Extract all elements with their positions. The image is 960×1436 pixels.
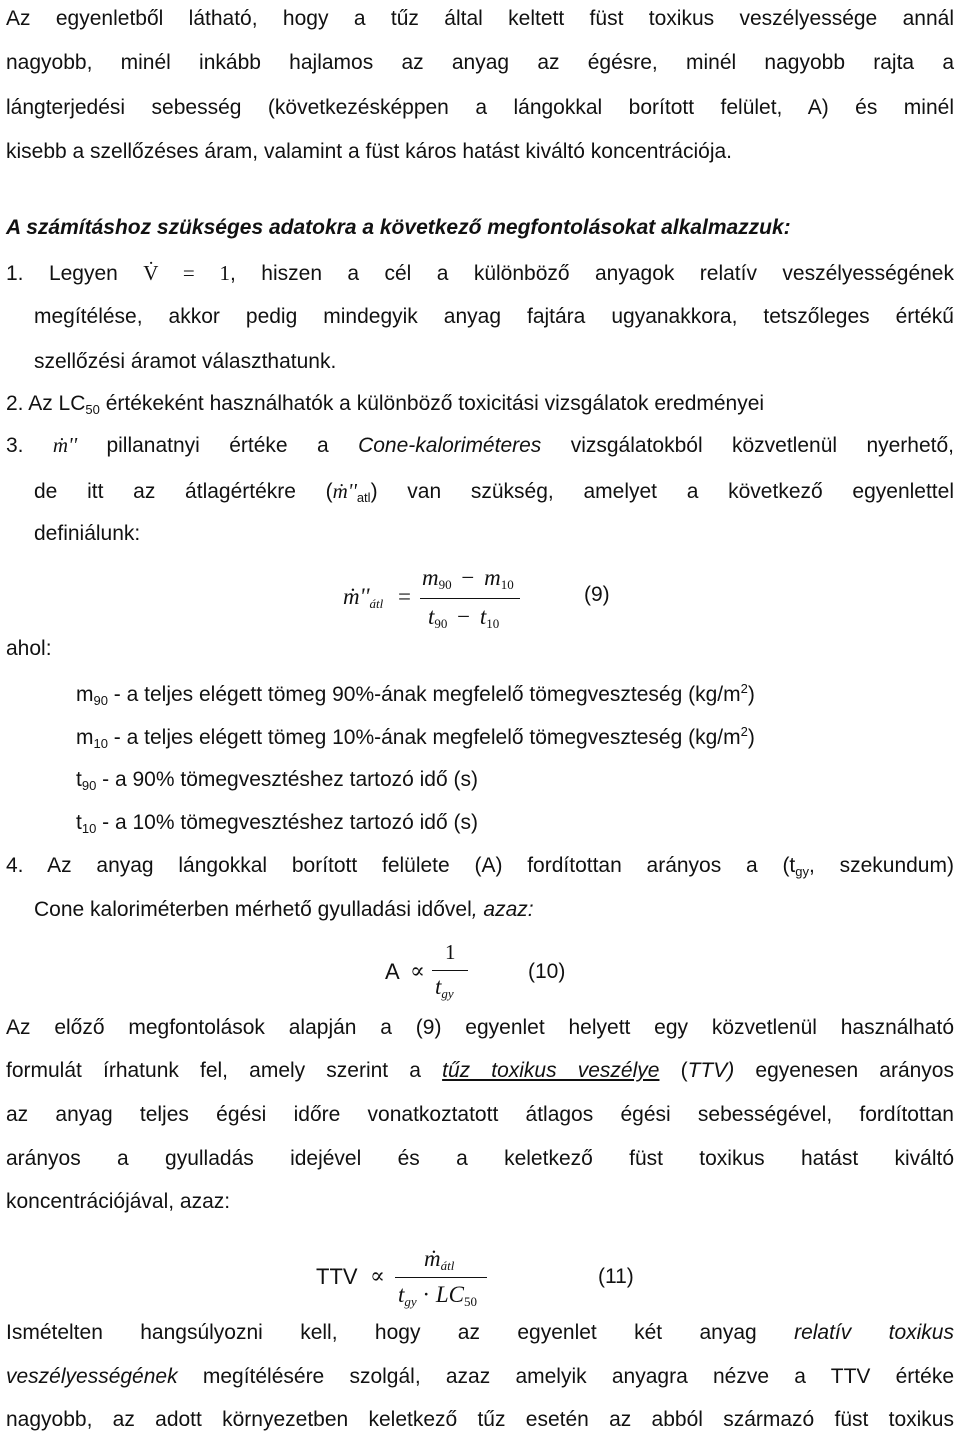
item2-line: 2. Az $LC_{50}$ értékeként használhatók a különböző toxicitási vizsgálatok eredményei bbox=[6, 392, 765, 417]
eq11-lhs: TTV bbox=[316, 1264, 358, 1289]
para2-line4: arányos a gyulladás idejével és a keletkező füst toxikus hatást kiváltó bbox=[6, 1147, 954, 1170]
eq10-fraction-bar bbox=[432, 970, 468, 971]
section-heading: A számításhoz szükséges adatokra a következő megfontolásokat alkalmazzuk: bbox=[6, 216, 791, 239]
para3-line2: veszélyességének megítélésére szolgál, azaz amelyik anyagra nézve a TTV értéke bbox=[6, 1365, 954, 1388]
ttv-term: tűz toxikus veszélye bbox=[442, 1059, 660, 1082]
eq10-lhs: A bbox=[385, 959, 400, 984]
para1-line2: nagyobb, minél inkább hajlamos az anyag az égésre, minél nagyobb rajta a bbox=[6, 51, 954, 74]
para2-line2: formulát írhatunk fel, amely szerint a tűz toxikus veszélye (TTV) egyenesen arányos bbox=[6, 1059, 954, 1082]
eq9-denominator: $t_{90} - t_{10}$ bbox=[428, 604, 500, 631]
eq10-numerator: 1 bbox=[445, 940, 456, 964]
para2-line3: az anyag teljes égési időre vonatkoztatott átlagos égési sebességével, fordítottan bbox=[6, 1103, 954, 1126]
def-m90: $m_{90}$ - a teljes elégett tömeg 90%-ának megfelelő tömegveszteség $(kg/m^2)$ bbox=[76, 681, 755, 708]
para1-line4: kisebb a szellőzéses áram, valamint a füst káros hatást kiváltó koncentrációja. bbox=[6, 140, 733, 163]
eq11-label: (11) bbox=[598, 1265, 634, 1288]
item1-line2: megítélése, akkor pedig mindegyik anyag fajtára ugyanakkora, tetszőleges értékű bbox=[34, 305, 954, 328]
item1-line1: 1. Legyen V̇ = 1, hiszen a cél a különböző anyagok relatív veszélyességének bbox=[6, 261, 954, 285]
heat-release-symbol: ṁ'' bbox=[52, 433, 78, 457]
para3-line3: nagyobb, az adott környezetben keletkező tűz esetén az abból származó füst toxikus bbox=[6, 1408, 954, 1431]
para1-line1: Az egyenletből látható, hogy a tűz által keltett füst toxikus veszélyessége annál bbox=[6, 7, 954, 30]
ahol-label: ahol: bbox=[6, 637, 52, 660]
para1-line3: lángterjedési sebesség (következésképpen a lángokkal borított felület, A) és minél bbox=[6, 96, 954, 119]
eq9-lhs: $ṁ''_{átl}$ bbox=[343, 584, 384, 611]
eq9-fraction-bar bbox=[420, 598, 520, 599]
eq10-label: (10) bbox=[528, 960, 566, 983]
item1-line3: szellőzési áramot választhatunk. bbox=[34, 350, 337, 373]
ventilation-formula: V̇ = 1 bbox=[143, 261, 231, 285]
def-m10: $m_{10}$ - a teljes elégett tömeg 10%-ának megfelelő tömegveszteség $(kg/m^2)$ bbox=[76, 724, 755, 751]
eq9-equals: = bbox=[398, 584, 411, 609]
eq11-numerator: ṁ$_{átl}$ bbox=[424, 1246, 455, 1273]
item4-line1: 4. Az anyag lángokkal borított felülete (A) fordítottan arányos a ($t_{gy}$, szekundum) bbox=[6, 854, 954, 879]
eq11-fraction-bar bbox=[395, 1277, 487, 1278]
eq9-label: (9) bbox=[584, 583, 610, 606]
item3-line1: 3. ṁ'' pillanatnyi értéke a Cone-kaloriméteres vizsgálatokból közvetlenül nyerhető, bbox=[6, 433, 954, 457]
para2-line5: koncentrációjával, azaz: bbox=[6, 1190, 231, 1213]
eq10-prop: ∝ bbox=[410, 958, 425, 983]
def-t10: $t_{10}$ - a 10% tömegvesztéshez tartozó idő (s) bbox=[76, 811, 478, 836]
item3-line3: definiálunk: bbox=[34, 522, 141, 545]
para2-line1: Az előző megfontolások alapján a (9) egyenlet helyett egy közvetlenül használható bbox=[6, 1016, 954, 1039]
eq11-prop: ∝ bbox=[370, 1263, 385, 1288]
eq11-denominator: $t_{gy} \cdot LC_{50}$ bbox=[398, 1282, 477, 1309]
item3-line2: de itt az átlagértékre $(ṁ''_{atl})$ van szükség, amelyet a következő egyenlettel bbox=[34, 479, 954, 505]
para3-line1: Ismételten hangsúlyozni kell, hogy az egyenlet két anyag relatív toxikus bbox=[6, 1321, 954, 1344]
eq10-denominator: $t_{gy}$ bbox=[435, 974, 454, 1001]
eq9-numerator: $m_{90} - m_{10}$ bbox=[422, 565, 514, 592]
item4-line2: Cone kaloriméterben mérhető gyulladási idővel, azaz: bbox=[34, 898, 534, 921]
def-t90: $t_{90}$ - a 90% tömegvesztéshez tartozó idő (s) bbox=[76, 768, 478, 793]
